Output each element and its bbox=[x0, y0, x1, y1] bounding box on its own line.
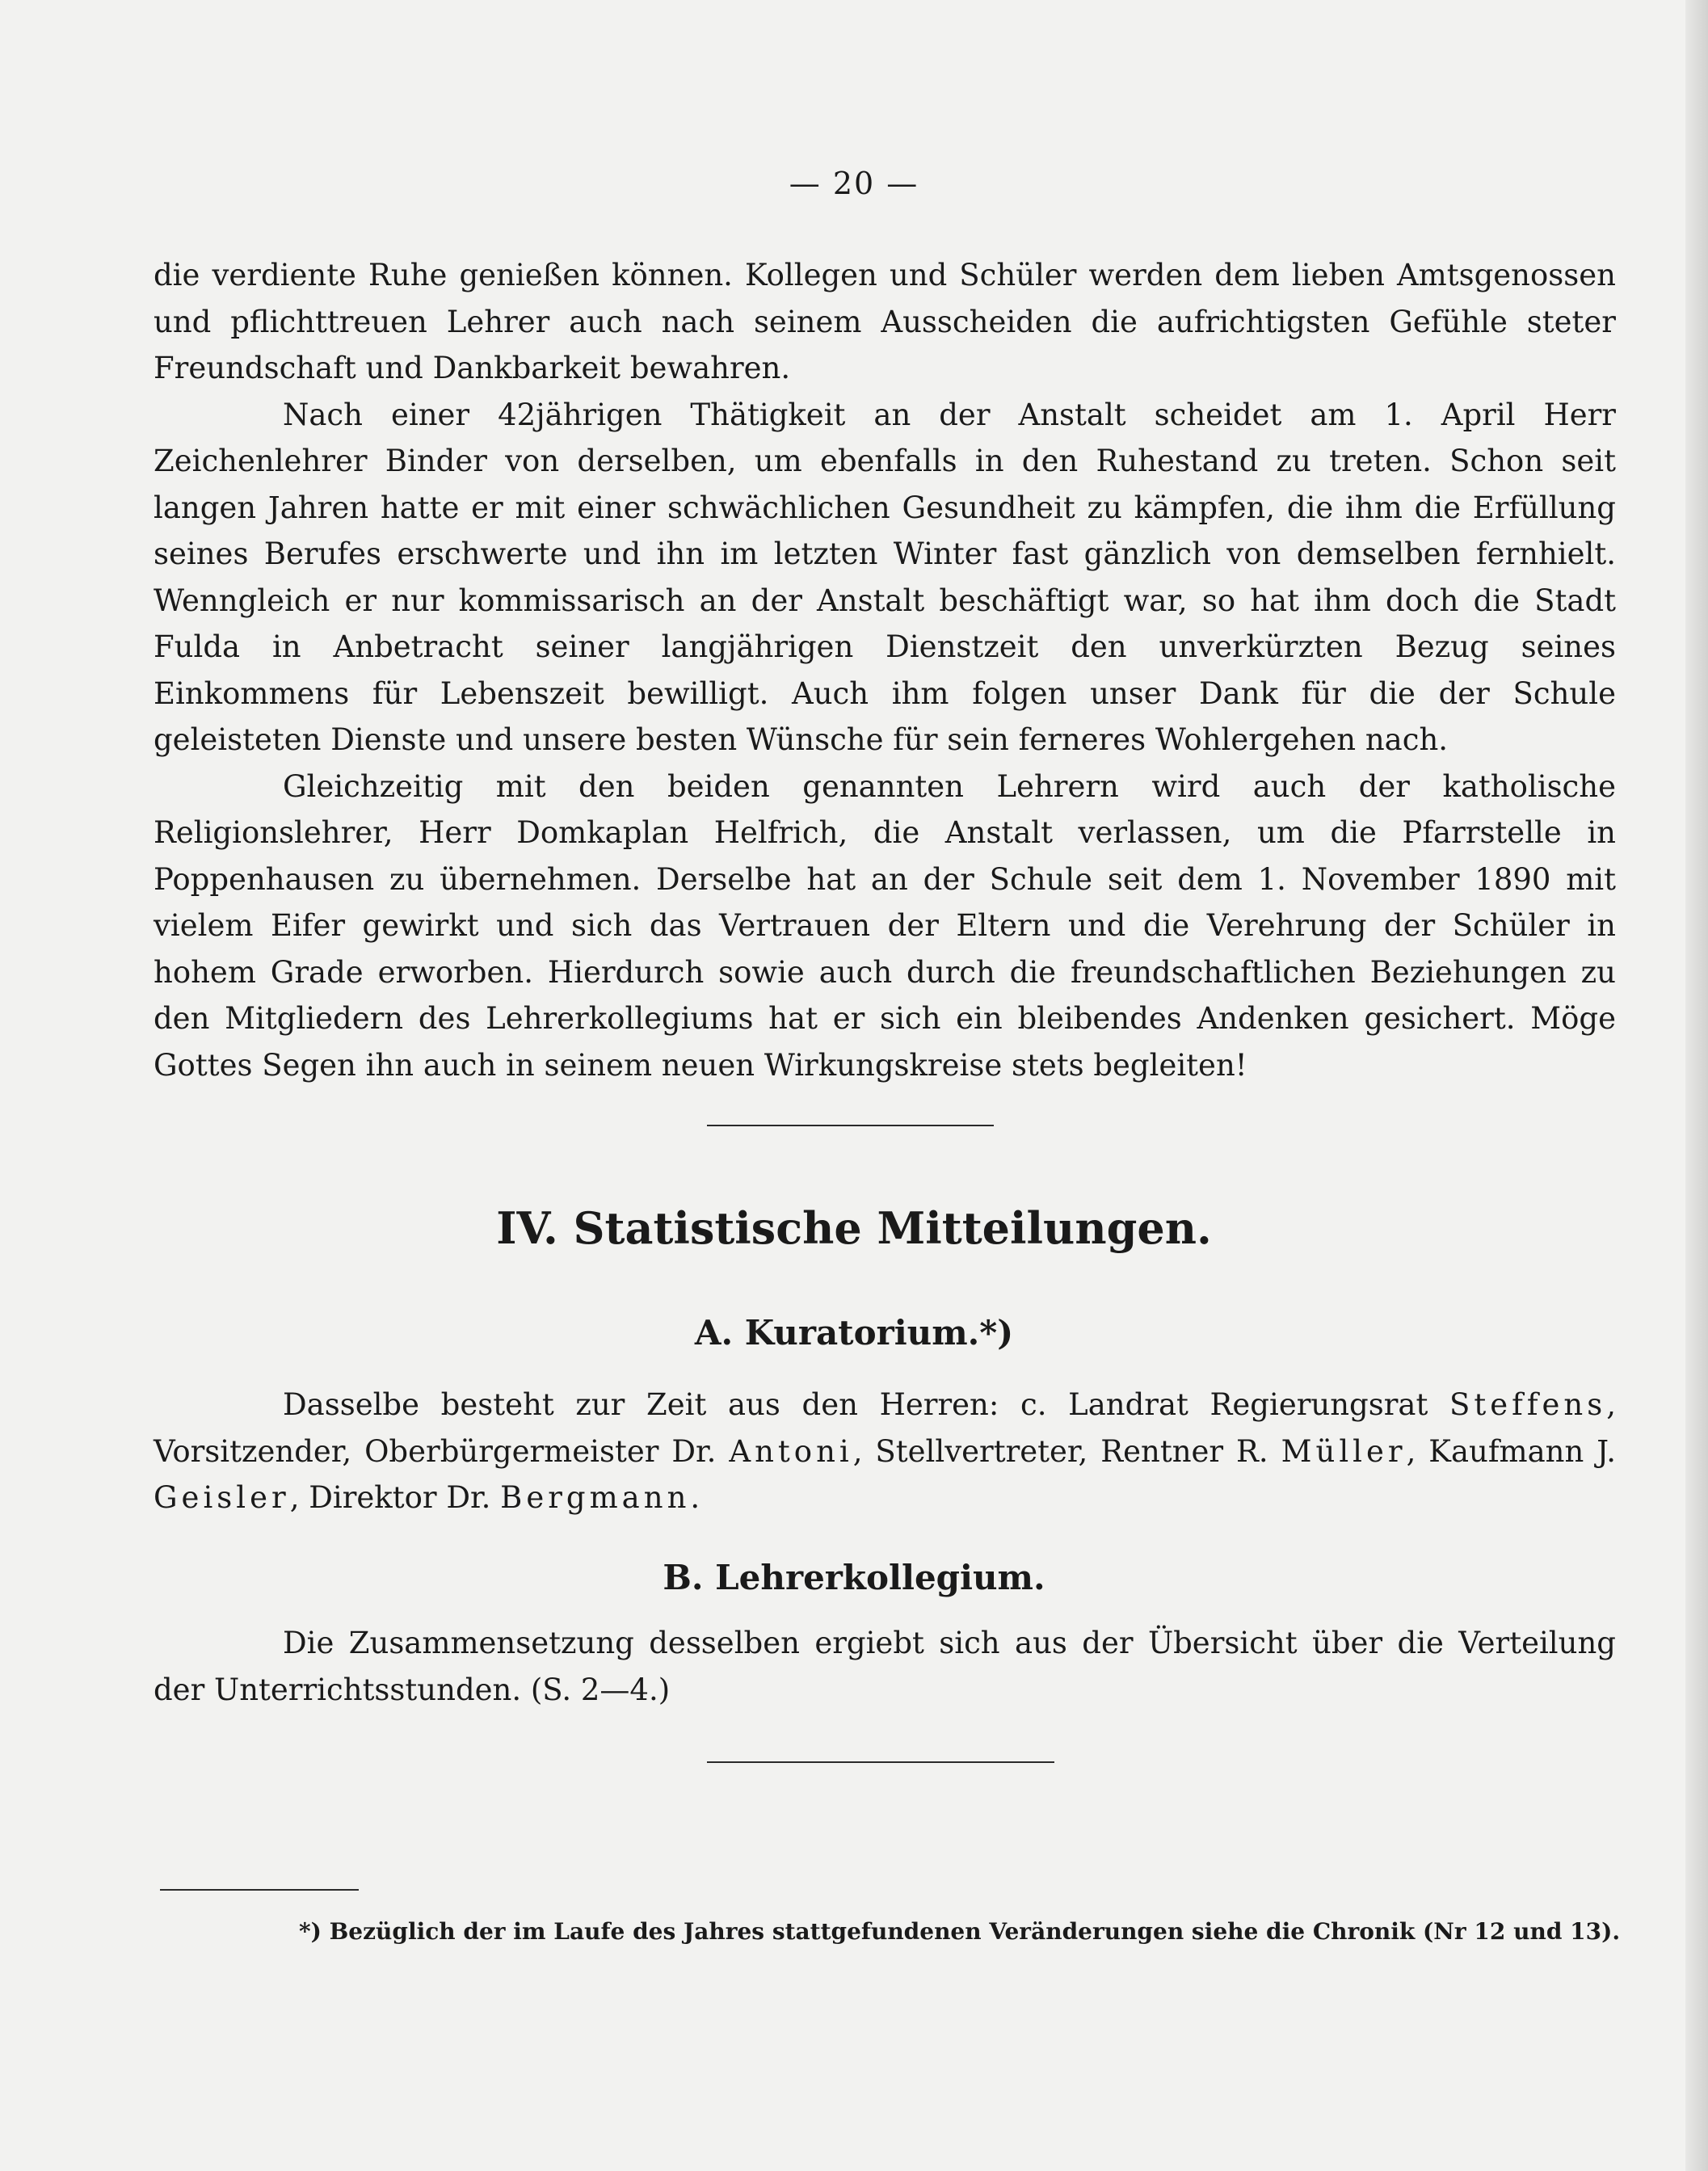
paragraph-1: die verdiente Ruhe genießen können. Kollegen und Schüler werden dem lieben Amtsgenossen und pflichttreuen Lehrer auch nach seinem Ausscheiden die aufrichtigsten Gefühle steter Freundschaft und Dankbarkeit bewahren. bbox=[154, 258, 1616, 385]
page-edge-shadow bbox=[1685, 0, 1708, 2171]
kuratorium-name-mueller: Müller bbox=[1281, 1433, 1407, 1469]
kuratorium-text-1: Dasselbe besteht zur Zeit aus den Herren: c. Landrat Regierungsrat bbox=[283, 1387, 1450, 1422]
kuratorium-name-steffens: Steffens bbox=[1449, 1387, 1607, 1422]
lehrerkollegium-paragraph: Die Zusammensetzung desselben ergiebt sich aus der Übersicht über die Verteilung der Unterrichtsstunden. (S. 2—4.) bbox=[154, 1626, 1616, 1707]
kuratorium-name-antoni: Antoni bbox=[729, 1433, 853, 1469]
footnote-rule bbox=[160, 1889, 359, 1891]
kuratorium-name-bergmann: Bergmann bbox=[500, 1480, 691, 1515]
kuratorium-name-geisler: Geisler bbox=[154, 1480, 290, 1515]
text-block-top bbox=[154, 252, 1616, 1088]
paragraph-3: Gleichzeitig mit den beiden genannten Lehrern wird auch der katholische Religionslehrer, Herr Domkaplan Helfrich, die Anstalt verlassen, um die Pfarrstelle in Poppenhausen zu übernehmen. Derselbe hat an der Schule seit dem 1. November 1890 mit vielem Eifer gewirkt und sich das Vertrauen der Eltern und die Verehrung der Schüler in hohem Grade erworben. Hierdurch sowie auch durch die freundschaftlichen Beziehungen zu den Mitgliedern des Lehrerkollegiums hat er sich ein bleibendes Andenken gesichert. Möge Gottes Segen ihn auch in seinem neuen Wirkungskreise stets begleiten! bbox=[154, 768, 1616, 1083]
section-title: IV. Statistische Mitteilungen. bbox=[496, 1202, 1212, 1254]
kuratorium-text-2: , Vorsitzender, Oberbürgermeister Dr. bbox=[154, 1387, 1616, 1469]
subsection-a-text bbox=[154, 1382, 1616, 1521]
subsection-b-text bbox=[154, 1620, 1616, 1713]
kuratorium-text-end: . bbox=[690, 1480, 700, 1515]
separator-rule-1 bbox=[707, 1125, 994, 1126]
subsection-a-title: A. Kuratorium.*) bbox=[694, 1313, 1014, 1353]
kuratorium-text-4: , Kaufmann J. bbox=[1406, 1433, 1616, 1469]
paragraph-2: Nach einer 42jährigen Thätigkeit an der Anstalt scheidet am 1. April Herr Zeichenlehrer Binder von derselben, um ebenfalls in den Ruhestand zu treten. Schon seit langen Jahren hatte er mit einer schwächlichen Gesundheit zu kämpfen, die ihm die Erfüllung seines Berufes erschwerte und ihn im letzten Winter fast gänzlich von demselben fernhielt. Wenngleich er nur kommissarisch an der Anstalt beschäftigt war, so hat ihm doch die Stadt Fulda in Anbetracht seiner langjährigen Dienstzeit den unverkürzten Bezug seines Einkommens für Lebenszeit bewilligt. Auch ihm folgen unser Dank für die der Schule geleisteten Dienste und unsere besten Wünsche für sein ferneres Wohlergehen nach. bbox=[154, 397, 1616, 757]
footnote: *) Bezüglich der im Laufe des Jahres stattgefundenen Veränderungen siehe die Chronik (Nr 12 und 13). bbox=[299, 1918, 1621, 1945]
kuratorium-text-3: , Stellvertreter, Rentner R. bbox=[852, 1433, 1281, 1469]
subsection-b-title: B. Lehrerkollegium. bbox=[663, 1558, 1045, 1597]
kuratorium-paragraph bbox=[154, 1382, 1616, 1521]
kuratorium-text-5: , Direktor Dr. bbox=[289, 1480, 501, 1515]
separator-rule-2 bbox=[707, 1761, 1054, 1763]
page-number: — 20 — bbox=[789, 166, 919, 201]
